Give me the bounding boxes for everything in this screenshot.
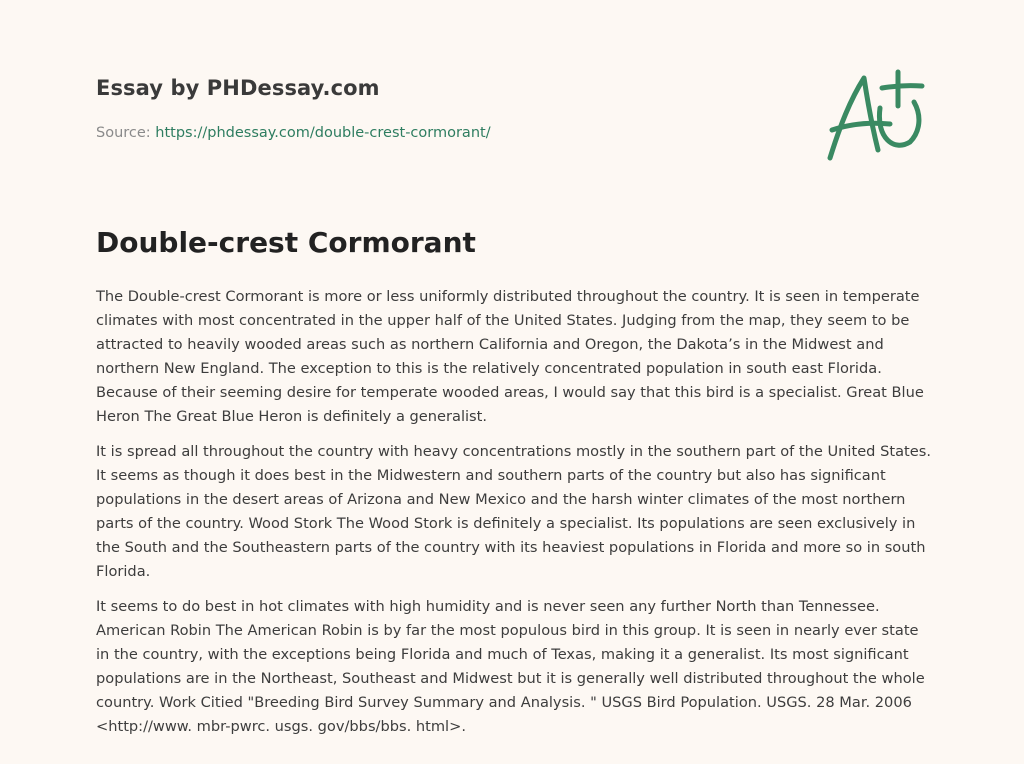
essay-paragraph: The Double-crest Cormorant is more or less uniformly distributed throughout the country. It is seen in temperate climates with most concentrated in the upper half of the United States. Judging from the map, they seem to be attracted to heavily wooded areas such as northern California and Oregon, the Dakota’s in the Midwest and northern New England. The exception to this is the relatively concentrated population in south east Florida. Because of their seeming desire for temperate wooded areas, I would say that this bird is a specialist. Great Blue Heron The Great Blue Heron is definitely a generalist. bbox=[96, 288, 924, 425]
a-letter-stroke bbox=[830, 78, 878, 158]
essay-paragraph: It seems to do best in hot climates with high humidity and is never seen any further North than Tennessee. American Robin The American Robin is by far the most populous bird in this group. It is seen in nearly ever state in the country, with the exceptions being Florida and much of Texas, making it a generalist. Its most significant populations are in the Northeast, Southeast and Midwest but it is generally well distributed throughout the whole country. Work Citied "Breeding Bird Survey Summary and Analysis. " USGS Bird Population. USGS. 28 Mar. 2006 <http://www. mbr-pwrc. usgs. gov/bbs/bbs. html>. bbox=[96, 598, 925, 735]
source-line bbox=[96, 125, 491, 141]
essay-body bbox=[96, 285, 932, 750]
essay-title: Double-crest Cormorant bbox=[96, 226, 476, 259]
essay-paragraph: It is spread all throughout the country with heavy concentrations mostly in the southern part of the United States. It seems as though it does best in the Midwestern and southern parts of the country but also has significant populations in the desert areas of Arizona and New Mexico and the harsh winter climates of the most northern parts of the country. Wood Stork The Wood Stork is definitely a specialist. Its populations are seen exclusively in the South and the Southeastern parts of the country with its heaviest populations in Florida and more so in south Florida. bbox=[96, 443, 931, 580]
plus-horizontal-stroke bbox=[882, 86, 922, 88]
source-link[interactable]: https://phdessay.com/double-crest-cormorant/ bbox=[155, 125, 491, 141]
site-brand: Essay by PHDessay.com bbox=[96, 76, 380, 100]
a-plus-grade-icon bbox=[818, 66, 930, 166]
source-label: Source: bbox=[96, 125, 151, 141]
